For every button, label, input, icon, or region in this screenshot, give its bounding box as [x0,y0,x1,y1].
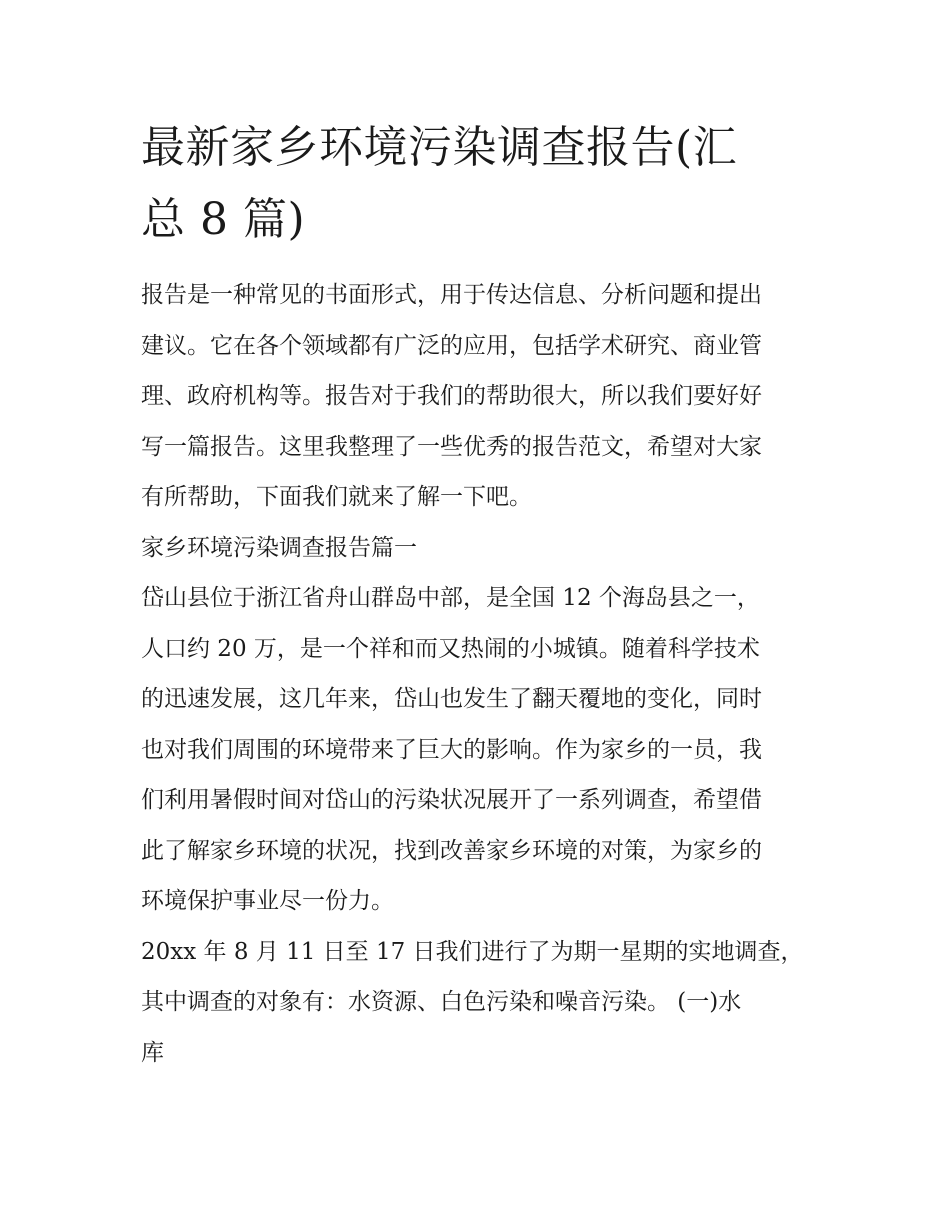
title-line: 最新家乡环境污染调查报告(汇 [141,122,738,173]
paragraph-line: 们利用暑假时间对岱山的污染状况展开了一系列调查，希望借 [141,787,762,813]
section-heading: 家乡环境污染调查报告篇一 [141,534,417,561]
document-title [141,112,813,256]
document-body [141,282,813,1090]
title-line: 总 8 篇) [141,194,306,245]
paragraph-line: 人口约 20 万，是一个祥和而又热闹的小城镇。随着科学技术 [141,635,760,662]
paragraph-line: 岱山县位于浙江省舟山群岛中部，是全国 12 个海岛县之一， [141,585,760,611]
paragraph-line: 此了解家乡环境的状况，找到改善家乡环境的对策，为家乡的 [141,837,762,864]
paragraph-line: 20xx 年 8 月 11 日至 17 日我们进行了为期一星期的实地调查， [141,938,804,965]
document-page [141,112,813,1090]
paragraph-line: 环境保护事业尽一份力。 [141,888,394,914]
paragraph-line: 其中调查的对象有：水资源、白色污染和噪音污染。 (一)水 [141,989,742,1015]
intro-line: 建议。它在各个领域都有广泛的应用，包括学术研究、商业管 [141,332,762,359]
paragraph-line: 库 [141,1039,164,1066]
intro-line: 报告是一种常见的书面形式，用于传达信息、分析问题和提出 [141,282,762,308]
intro-line: 有所帮助，下面我们就来了解一下吧。 [141,484,532,510]
paragraph-line: 的迅速发展，这几年来，岱山也发生了翻天覆地的变化，同时 [141,686,762,712]
intro-line: 写一篇报告。这里我整理了一些优秀的报告范文，希望对大家 [141,433,762,460]
intro-line: 理、政府机构等。报告对于我们的帮助很大，所以我们要好好 [141,383,762,409]
paragraph-line: 也对我们周围的环境带来了巨大的影响。作为家乡的一员，我 [141,736,762,763]
